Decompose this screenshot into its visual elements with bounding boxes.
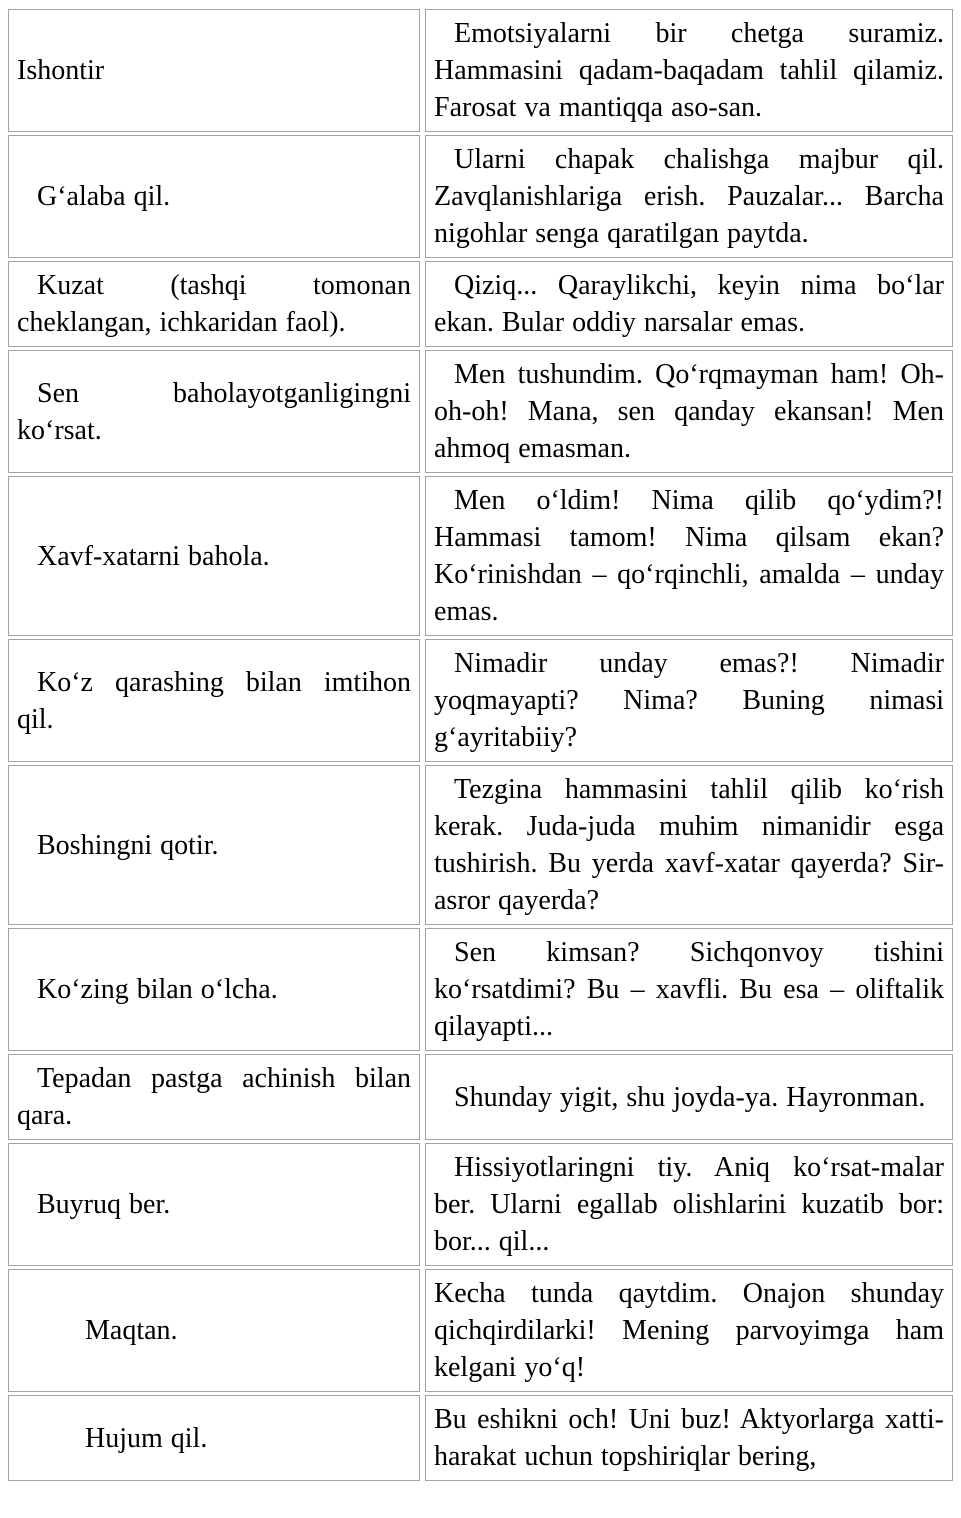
cue-cell: Ishontir xyxy=(8,9,420,132)
table-row xyxy=(8,1269,953,1392)
cue-cell: Tepadan pastga achinish bilan qara. xyxy=(8,1054,420,1140)
description-cell: Tezgina hammasini tahlil qilib ko‘rish kerak. Juda-juda muhim nimanidir esga tushirish. Bu yerda xavf-xatar qayerda? Sir-asror qayerda? xyxy=(425,765,953,925)
cue-cell: Buyruq ber. xyxy=(8,1143,420,1266)
cue-cell: Xavf-xatarni bahola. xyxy=(8,476,420,636)
description-cell: Kecha tunda qaytdim. Onajon shunday qichqirdilarki! Mening parvoyimga ham kelgani yo‘q! xyxy=(425,1269,953,1392)
description-cell: Emotsiyalarni bir chetga suramiz. Hammasini qadam-baqadam tahlil qilamiz. Farosat va mantiqqa aso-san. xyxy=(425,9,953,132)
cue-cell: Boshingni qotir. xyxy=(8,765,420,925)
description-cell: Men tushundim. Qo‘rqmayman ham! Oh-oh-oh! Mana, sen qanday ekansan! Men ahmoq emasman. xyxy=(425,350,953,473)
description-cell: Sen kimsan? Sichqonvoy tishini ko‘rsatdimi? Bu – xavfli. Bu esa – oliftalik qilayapti... xyxy=(425,928,953,1051)
table-row xyxy=(8,476,953,636)
description-cell: Nimadir unday emas?! Nimadir yoqmayapti? Nima? Buning nimasi g‘ayritabiiy? xyxy=(425,639,953,762)
table-row xyxy=(8,765,953,925)
description-cell: Shunday yigit, shu joyda-ya. Hayronman. xyxy=(425,1054,953,1140)
description-cell: Hissiyotlaringni tiy. Aniq ko‘rsat-malar ber. Ularni egallab olishlarini kuzatib bor: bor... qil... xyxy=(425,1143,953,1266)
cue-cell: Kuzat (tashqi tomonan cheklangan, ichkaridan faol). xyxy=(8,261,420,347)
table-row xyxy=(8,639,953,762)
table-row xyxy=(8,1395,953,1481)
cue-cell: Ko‘zing bilan o‘lcha. xyxy=(8,928,420,1051)
cue-cell: G‘alaba qil. xyxy=(8,135,420,258)
description-cell: Qiziq... Qaraylikchi, keyin nima bo‘lar ekan. Bular oddiy narsalar emas. xyxy=(425,261,953,347)
cue-cell: Sen baholayotganligingni ko‘rsat. xyxy=(8,350,420,473)
table-row xyxy=(8,261,953,347)
two-column-table xyxy=(3,6,958,1484)
description-cell: Bu eshikni och! Uni buz! Aktyorlarga xatti-harakat uchun topshiriqlar bering, xyxy=(425,1395,953,1481)
description-cell: Men o‘ldim! Nima qilib qo‘ydim?! Hammasi tamom! Nima qilsam ekan? Ko‘rinishdan – qo‘rqinchli, amalda – unday emas. xyxy=(425,476,953,636)
table-row xyxy=(8,9,953,132)
cue-cell: Hujum qil. xyxy=(8,1395,420,1481)
description-cell: Ularni chapak chalishga majbur qil. Zavqlanishlariga erish. Pauzalar... Barcha nigohlar senga qaratilgan paytda. xyxy=(425,135,953,258)
table-row xyxy=(8,135,953,258)
table-row xyxy=(8,1143,953,1266)
table-row xyxy=(8,1054,953,1140)
cue-cell: Ko‘z qarashing bilan imtihon qil. xyxy=(8,639,420,762)
cue-cell: Maqtan. xyxy=(8,1269,420,1392)
table-row xyxy=(8,350,953,473)
table-row xyxy=(8,928,953,1051)
